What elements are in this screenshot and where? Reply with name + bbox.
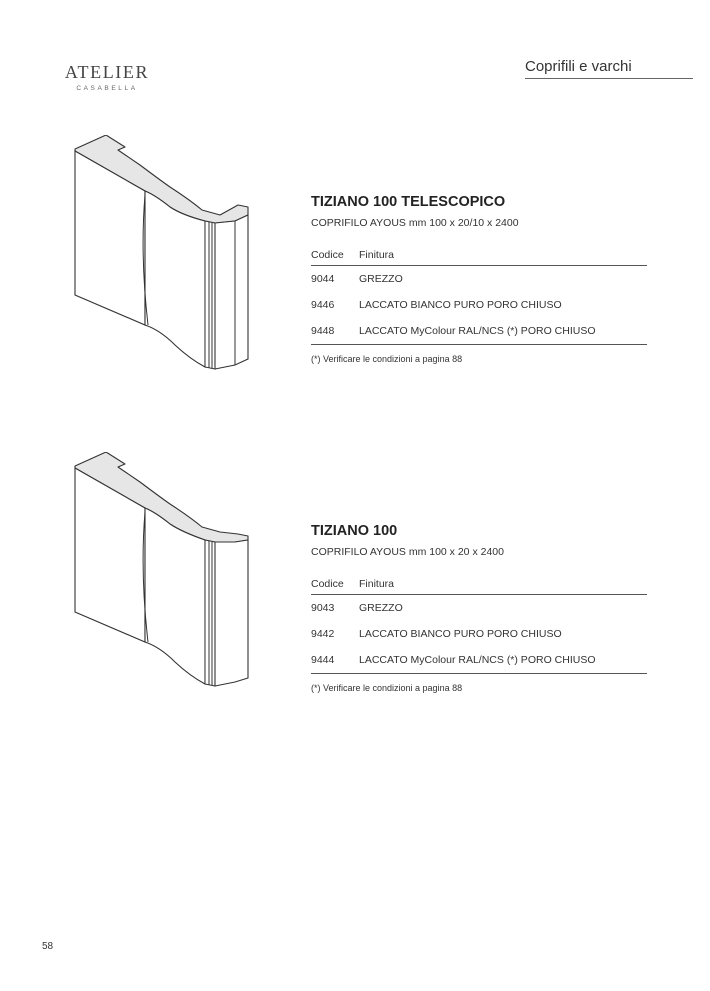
row-code: 9446 <box>311 299 335 311</box>
moulding-profile-drawing <box>70 452 255 687</box>
row-finish: GREZZO <box>359 273 403 285</box>
header-code: Codice <box>311 249 344 261</box>
table-row <box>311 647 647 674</box>
header-finish: Finitura <box>359 249 395 261</box>
product-info <box>311 522 647 693</box>
brand-name: ATELIER <box>64 62 150 82</box>
row-finish: LACCATO MyColour RAL/NCS (*) PORO CHIUSO <box>359 654 596 666</box>
row-code: 9043 <box>311 602 335 614</box>
row-finish: GREZZO <box>359 602 403 614</box>
product-description: COPRIFILO AYOUS mm 100 x 20 x 2400 <box>311 546 504 558</box>
table-row <box>311 621 647 647</box>
table-row <box>311 266 647 292</box>
row-code: 9442 <box>311 628 335 640</box>
row-code: 9444 <box>311 654 335 666</box>
table-row <box>311 595 647 621</box>
section-title: Coprifili e varchi <box>525 58 693 79</box>
table-row <box>311 318 647 345</box>
footnote: (*) Verificare le condizioni a pagina 88 <box>311 354 463 364</box>
finish-table <box>311 573 647 674</box>
table-header <box>311 573 647 595</box>
table-row <box>311 292 647 318</box>
product-info <box>311 193 647 364</box>
row-finish: LACCATO BIANCO PURO PORO CHIUSO <box>359 628 562 640</box>
row-code: 9448 <box>311 325 335 337</box>
brand-logo <box>62 62 152 92</box>
product-title: TIZIANO 100 <box>311 523 398 539</box>
moulding-profile-drawing <box>70 135 255 370</box>
row-code: 9044 <box>311 273 335 285</box>
product-title: TIZIANO 100 TELESCOPICO <box>311 194 506 210</box>
product-tiziano-100 <box>0 452 710 752</box>
product-tiziano-100-telescopico <box>0 135 710 435</box>
header-code: Codice <box>311 578 344 590</box>
row-finish: LACCATO BIANCO PURO PORO CHIUSO <box>359 299 562 311</box>
footnote: (*) Verificare le condizioni a pagina 88 <box>311 683 463 693</box>
table-header <box>311 244 647 266</box>
page-number: 58 <box>42 941 54 952</box>
brand-sub: CASABELLA <box>76 85 138 92</box>
product-description: COPRIFILO AYOUS mm 100 x 20/10 x 2400 <box>311 217 519 229</box>
row-finish: LACCATO MyColour RAL/NCS (*) PORO CHIUSO <box>359 325 596 337</box>
header-finish: Finitura <box>359 578 395 590</box>
finish-table <box>311 244 647 345</box>
